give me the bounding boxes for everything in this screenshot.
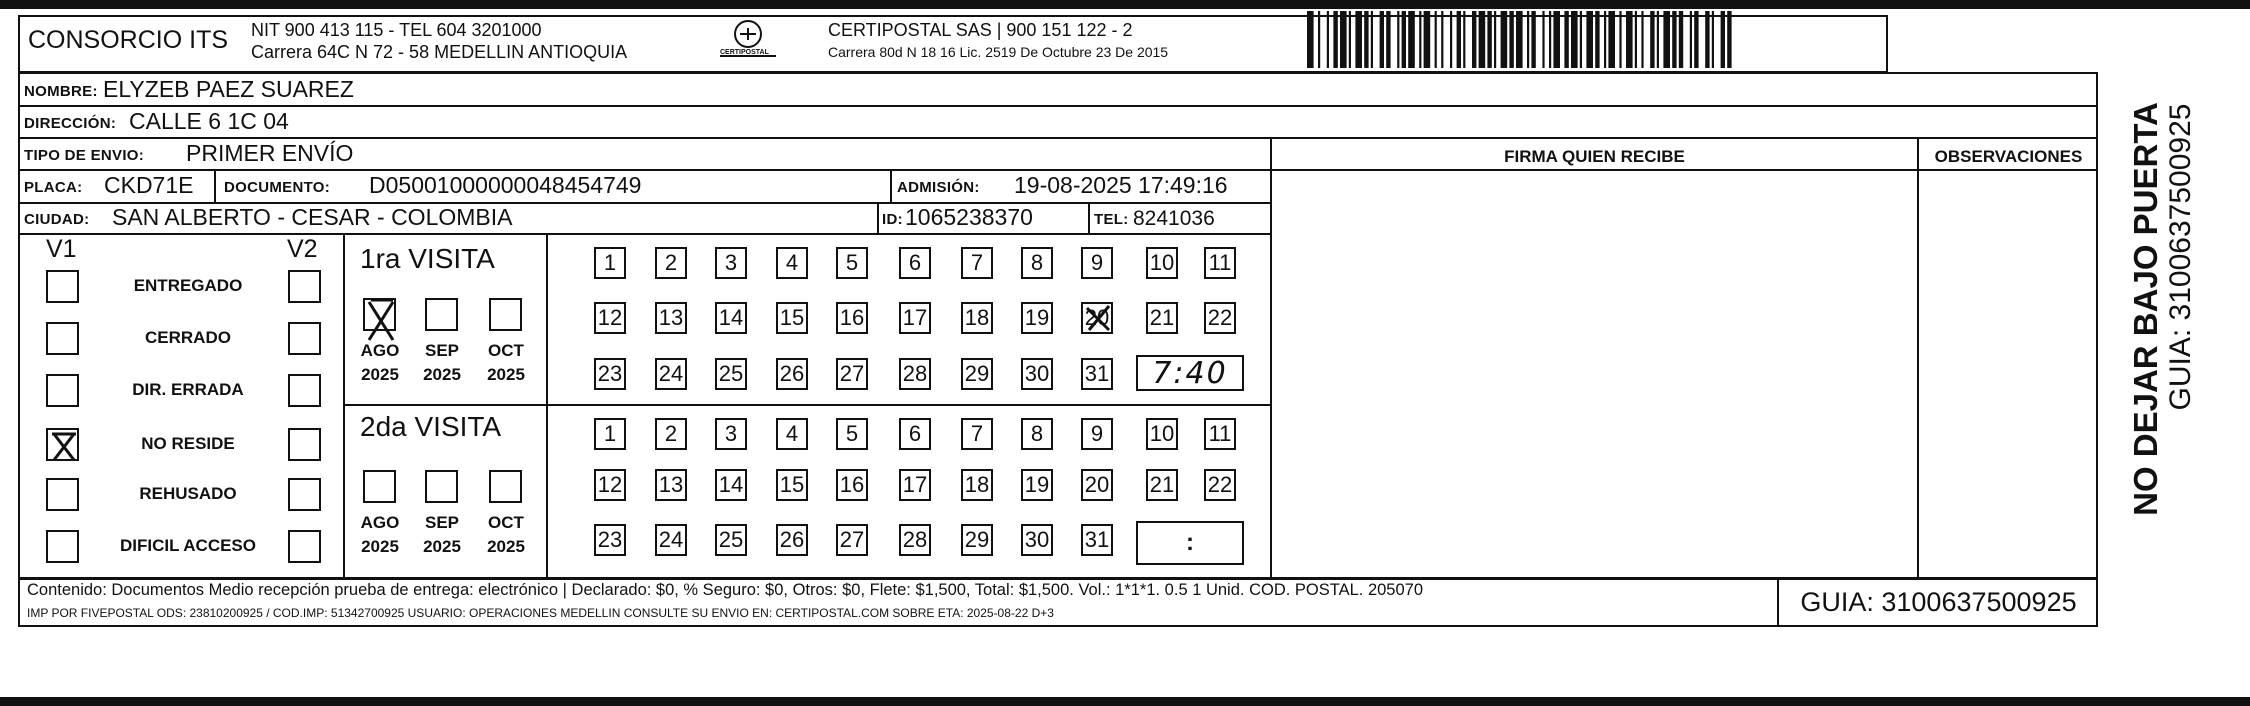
month-checkbox[interactable] [425, 298, 458, 331]
day-number: 4 [785, 250, 799, 275]
day-number: 30 [1024, 527, 1050, 552]
day-number: 12 [597, 305, 623, 330]
admision-label: ADMISIÓN: [897, 179, 980, 196]
observaciones-area[interactable] [1919, 171, 2098, 577]
day-checkbox[interactable] [715, 469, 747, 501]
day-checkbox[interactable] [776, 418, 808, 450]
x-mark-icon [1081, 302, 1113, 334]
courier-info-line1: CERTIPOSTAL SAS | 900 151 122 - 2 [828, 20, 1133, 40]
day-number: 23 [597, 527, 623, 552]
day-checkbox[interactable] [836, 302, 868, 334]
day-number: 6 [908, 250, 922, 275]
day-number: 29 [964, 527, 990, 552]
day-number: 31 [1084, 527, 1110, 552]
barcode-bar [1494, 11, 1496, 68]
day-checkbox[interactable] [715, 358, 747, 390]
day-number: 26 [779, 527, 805, 552]
day-number: 14 [718, 472, 744, 497]
day-checkbox[interactable] [1146, 418, 1178, 450]
day-number: 26 [779, 361, 805, 386]
day-checkbox[interactable] [776, 358, 808, 390]
month-checkbox[interactable] [425, 470, 458, 503]
day-checkbox[interactable] [1081, 524, 1113, 556]
barcode-bar [1531, 11, 1535, 68]
barcode-bar [1595, 11, 1599, 68]
v1-checkbox[interactable] [46, 478, 79, 511]
day-checkbox[interactable] [594, 469, 626, 501]
day-number: 1 [603, 421, 617, 446]
barcode-bar [1553, 11, 1560, 68]
day-number: 8 [1030, 250, 1044, 275]
row-line [18, 137, 2098, 139]
barcode-bar [1318, 11, 1320, 68]
barcode-bar [1457, 11, 1461, 68]
v2-checkbox[interactable] [288, 478, 321, 511]
day-checkbox[interactable] [1021, 418, 1053, 450]
barcode-bar [1580, 11, 1582, 68]
side-guia: GUIA: 3100637500925 [2164, 103, 2197, 411]
day-number: 2 [664, 250, 678, 275]
day-checkbox[interactable] [961, 418, 993, 450]
month-checkbox[interactable] [489, 298, 522, 331]
barcode-bar [1402, 11, 1406, 68]
day-number: 27 [839, 527, 865, 552]
barcode-bar [1408, 11, 1415, 68]
side-text [2106, 100, 2197, 550]
year-label: 2025 [423, 365, 461, 384]
observaciones-header: OBSERVACIONES [1934, 147, 2083, 166]
tel-label: TEL: [1094, 211, 1129, 228]
day-number: 21 [1149, 305, 1175, 330]
barcode-bar [1364, 11, 1368, 68]
barcode-bar [1472, 11, 1476, 68]
barcode-bar [1479, 11, 1486, 68]
barcode-bar [1564, 11, 1568, 68]
status-label: REHUSADO [139, 484, 237, 503]
barcode-bar [1371, 11, 1373, 68]
day-checkbox[interactable] [961, 247, 993, 279]
barcode-bar [1663, 11, 1670, 68]
x-mark-icon [365, 300, 398, 333]
v2-checkbox[interactable] [288, 270, 321, 303]
day-checkbox[interactable] [715, 524, 747, 556]
month-checkbox[interactable] [489, 470, 522, 503]
first-visit-time: 7:40 [1152, 355, 1228, 391]
v1-checkbox[interactable] [46, 530, 79, 563]
day-checkbox[interactable] [715, 247, 747, 279]
cell-divider [1088, 202, 1090, 234]
barcode-bar [1694, 11, 1698, 68]
row-line [343, 404, 1270, 406]
day-number: 21 [1149, 472, 1175, 497]
direccion-value: CALLE 6 1C 04 [129, 108, 289, 134]
imp-text: IMP POR FIVEPOSTAL ODS: 23810200925 / COD.IMP: 51342700925 USUARIO: OPERACIONES MEDELLIN CONSULTE SU ENVIO EN: CERTIPOSTAL.COM SOBRE ETA: 2025-08-22 D+3 [27, 606, 1054, 620]
barcode-bar [1487, 11, 1491, 68]
barcode-bar [1626, 11, 1633, 68]
day-checkbox[interactable] [1146, 247, 1178, 279]
first-visit-title: 1ra VISITA [360, 243, 495, 274]
day-number: 8 [1030, 421, 1044, 446]
top-border-bar [0, 0, 2250, 9]
second-visit-time-box[interactable] [1136, 521, 1244, 565]
barcode-bar [1327, 11, 1329, 68]
bottom-border-bar [0, 697, 2250, 706]
barcode-bar [1527, 11, 1529, 68]
second-visit-time: : [1186, 529, 1194, 556]
status-label: DIR. ERRADA [132, 380, 244, 399]
day-number: 7 [970, 250, 984, 275]
day-number: 18 [964, 305, 990, 330]
barcode-bar [1441, 11, 1443, 68]
day-number: 19 [1024, 305, 1050, 330]
barcode [1307, 11, 1902, 68]
day-number: 24 [658, 527, 684, 552]
day-checkbox[interactable] [715, 418, 747, 450]
barcode-bar [1619, 11, 1621, 68]
barcode-bar [1397, 11, 1399, 68]
v2-checkbox[interactable] [288, 374, 321, 407]
company-info-line1: NIT 900 413 115 - TEL 604 3201000 [251, 20, 542, 40]
placa-label: PLACA: [24, 179, 83, 196]
barcode-bar [1586, 11, 1593, 68]
day-number: 25 [718, 527, 744, 552]
v2-header: V2 [287, 235, 318, 263]
tipo-envio-value: PRIMER ENVÍO [186, 140, 354, 166]
day-checkbox[interactable] [1021, 247, 1053, 279]
day-number: 24 [658, 361, 684, 386]
month-checkbox[interactable] [363, 298, 396, 331]
barcode-bar [1419, 11, 1421, 68]
day-checkbox[interactable] [776, 302, 808, 334]
row-line [18, 233, 1270, 235]
day-number: 3 [724, 421, 738, 446]
company-info-line2: Carrera 64C N 72 - 58 MEDELLIN ANTIOQUIA [251, 42, 628, 62]
barcode-bar [1516, 11, 1523, 68]
day-number: 30 [1024, 361, 1050, 386]
barcode-bar [1672, 11, 1676, 68]
v2-checkbox[interactable] [288, 530, 321, 563]
day-number: 13 [658, 305, 684, 330]
day-checkbox[interactable] [776, 247, 808, 279]
day-number: 16 [839, 305, 865, 330]
direccion-label: DIRECCIÓN: [24, 115, 117, 132]
day-checkbox[interactable] [836, 418, 868, 450]
firma-header: FIRMA QUIEN RECIBE [1504, 147, 1685, 166]
day-checkbox[interactable] [1204, 302, 1236, 334]
day-checkbox[interactable] [961, 469, 993, 501]
day-number: 17 [902, 305, 928, 330]
contenido-text: Contenido: Documentos Medio recepción prueba de entrega: electrónico | Declarado: $0, % Seguro: $0, Otros: $0, Flete: $1,500, Total: $1,500. Vol.: 1*1*1. 0.5 1 Unid. COD. POSTAL. 205070 [27, 581, 1424, 599]
day-number: 9 [1090, 421, 1104, 446]
day-checkbox[interactable] [655, 302, 687, 334]
day-checkbox[interactable] [1204, 247, 1236, 279]
no-dejar-bajo-puerta: NO DEJAR BAJO PUERTA [2127, 102, 2164, 516]
day-checkbox[interactable] [655, 358, 687, 390]
day-number: 18 [964, 472, 990, 497]
barcode-bar [1380, 11, 1384, 68]
company-name: CONSORCIO ITS [28, 26, 229, 54]
month-label: OCT [488, 513, 524, 532]
day-checkbox[interactable] [836, 469, 868, 501]
day-checkbox[interactable] [594, 302, 626, 334]
day-number: 10 [1149, 250, 1175, 275]
day-number: 23 [597, 361, 623, 386]
day-number: 2 [664, 421, 678, 446]
day-checkbox[interactable] [961, 524, 993, 556]
barcode-bar [1727, 11, 1731, 68]
day-checkbox[interactable] [961, 358, 993, 390]
barcode-bar [1349, 11, 1351, 68]
day-checkbox[interactable] [836, 358, 868, 390]
barcode-bar [1549, 11, 1551, 68]
day-checkbox[interactable] [655, 247, 687, 279]
barcode-bar [1509, 11, 1513, 68]
barcode-bar [1435, 11, 1437, 68]
barcode-bar [1721, 11, 1725, 68]
day-checkbox[interactable] [1021, 302, 1053, 334]
day-checkbox[interactable] [836, 524, 868, 556]
year-label: 2025 [487, 537, 525, 556]
year-label: 2025 [487, 365, 525, 384]
day-checkbox[interactable] [1021, 469, 1053, 501]
barcode-bar [1641, 11, 1643, 68]
day-checkbox[interactable] [899, 358, 931, 390]
day-checkbox[interactable] [1081, 418, 1113, 450]
day-number: 6 [908, 421, 922, 446]
month-checkbox[interactable] [363, 470, 396, 503]
day-checkbox[interactable] [1081, 358, 1113, 390]
day-checkbox[interactable] [1081, 302, 1113, 334]
x-mark-icon [48, 430, 81, 463]
day-number: 19 [1024, 472, 1050, 497]
barcode-bar [1307, 11, 1314, 68]
tipo-envio-label: TIPO DE ENVIO: [24, 147, 145, 164]
cell-divider [877, 202, 879, 234]
status-label: DIFICIL ACCESO [119, 536, 256, 555]
barcode-bar [1333, 11, 1337, 68]
day-number: 28 [902, 361, 928, 386]
barcode-bar [1712, 11, 1714, 68]
barcode-bar [1679, 11, 1683, 68]
v2-checkbox[interactable] [288, 322, 321, 355]
barcode-bar [1650, 11, 1654, 68]
nombre-label: NOMBRE: [24, 83, 98, 100]
nombre-value: ELYZEB PAEZ SUAREZ [103, 76, 354, 102]
day-number: 4 [785, 421, 799, 446]
month-label: AGO [360, 341, 400, 360]
day-number: 29 [964, 361, 990, 386]
year-label: 2025 [361, 365, 399, 384]
day-checkbox[interactable] [899, 418, 931, 450]
day-checkbox[interactable] [1021, 358, 1053, 390]
day-number: 5 [845, 421, 859, 446]
day-checkbox[interactable] [899, 469, 931, 501]
day-checkbox[interactable] [1146, 469, 1178, 501]
barcode-bar [1386, 11, 1390, 68]
barcode-bar [1463, 11, 1465, 68]
v2-checkbox[interactable] [288, 428, 321, 461]
month-label: SEP [424, 341, 460, 360]
day-number: 17 [902, 472, 928, 497]
day-number: 25 [718, 361, 744, 386]
v1-checkbox[interactable] [46, 322, 79, 355]
first-visit-time-box[interactable] [1136, 355, 1244, 391]
day-checkbox[interactable] [1204, 418, 1236, 450]
day-number: 22 [1207, 305, 1233, 330]
day-checkbox[interactable] [1081, 247, 1113, 279]
day-checkbox[interactable] [899, 247, 931, 279]
status-label: ENTREGADO [133, 276, 243, 295]
barcode-bar [1635, 11, 1637, 68]
day-number: 20 [1084, 305, 1110, 330]
day-number: 16 [839, 472, 865, 497]
barcode-bar [1355, 11, 1362, 68]
day-number: 1 [603, 250, 617, 275]
barcode-bar [1571, 11, 1578, 68]
day-number: 5 [845, 250, 859, 275]
logo-text: CERTIPOSTAL [720, 49, 769, 56]
day-checkbox[interactable] [655, 418, 687, 450]
day-number: 10 [1149, 421, 1175, 446]
documento-value: D05001000000048454749 [369, 172, 642, 198]
day-checkbox[interactable] [594, 358, 626, 390]
barcode-bar [1450, 11, 1452, 68]
day-checkbox[interactable] [776, 524, 808, 556]
day-checkbox[interactable] [899, 302, 931, 334]
documento-label: DOCUMENTO: [224, 179, 331, 196]
year-label: 2025 [423, 537, 461, 556]
ciudad-value: SAN ALBERTO - CESAR - COLOMBIA [112, 204, 513, 230]
barcode-bar [1608, 11, 1615, 68]
day-checkbox[interactable] [961, 302, 993, 334]
second-visit-title: 2da VISITA [360, 411, 502, 442]
certipostal-logo [710, 18, 786, 68]
id-value: 1065238370 [905, 204, 1033, 230]
day-number: 13 [658, 472, 684, 497]
day-checkbox[interactable] [1146, 302, 1178, 334]
day-checkbox[interactable] [715, 302, 747, 334]
v1-checkbox[interactable] [46, 374, 79, 407]
day-checkbox[interactable] [836, 247, 868, 279]
row-line [18, 169, 1270, 171]
day-number: 9 [1090, 250, 1104, 275]
day-number: 14 [718, 305, 744, 330]
v1-header: V1 [46, 235, 77, 263]
day-number: 20 [1084, 472, 1110, 497]
day-checkbox[interactable] [594, 524, 626, 556]
day-number: 15 [779, 305, 805, 330]
barcode-bar [1340, 11, 1347, 68]
admision-value: 19-08-2025 17:49:16 [1014, 172, 1228, 198]
day-number: 27 [839, 361, 865, 386]
day-number: 28 [902, 527, 928, 552]
month-label: OCT [488, 341, 524, 360]
placa-value: CKD71E [104, 172, 194, 198]
status-label: CERRADO [145, 328, 231, 347]
day-number: 7 [970, 421, 984, 446]
day-checkbox[interactable] [655, 524, 687, 556]
barcode-bar [1542, 11, 1544, 68]
footer-guia: GUIA: 3100637500925 [1800, 587, 2077, 617]
barcode-bar [1657, 11, 1659, 68]
tel-value: 8241036 [1133, 207, 1215, 230]
barcode-bar [1424, 11, 1431, 68]
cell-divider [214, 169, 216, 203]
barcode-bar [1690, 11, 1692, 68]
day-checkbox[interactable] [1021, 524, 1053, 556]
day-checkbox[interactable] [1081, 469, 1113, 501]
barcode-bar [1705, 11, 1709, 68]
day-checkbox[interactable] [594, 247, 626, 279]
day-number: 3 [724, 250, 738, 275]
row-line [18, 105, 2098, 107]
day-number: 22 [1207, 472, 1233, 497]
status-label: NO RESIDE [141, 434, 235, 453]
ciudad-label: CIUDAD: [24, 211, 90, 228]
day-number: 15 [779, 472, 805, 497]
year-label: 2025 [361, 537, 399, 556]
day-checkbox[interactable] [776, 469, 808, 501]
month-label: SEP [424, 513, 460, 532]
day-number: 11 [1208, 421, 1232, 446]
day-checkbox[interactable] [594, 418, 626, 450]
id-label: ID: [882, 211, 903, 228]
day-checkbox[interactable] [1204, 469, 1236, 501]
courier-info-line2: Carrera 80d N 18 16 Lic. 2519 De Octubre 23 De 2015 [828, 44, 1169, 60]
cell-divider [890, 169, 892, 203]
logo-icon [710, 18, 786, 68]
month-label: AGO [360, 513, 400, 532]
barcode-bar [1604, 11, 1606, 68]
barcode-bar [1501, 11, 1508, 68]
day-checkbox[interactable] [655, 469, 687, 501]
day-number: 12 [597, 472, 623, 497]
v1-checkbox[interactable] [46, 270, 79, 303]
day-checkbox[interactable] [899, 524, 931, 556]
firma-area[interactable] [1272, 171, 1917, 577]
v1-checkbox[interactable] [46, 428, 79, 461]
day-number: 11 [1208, 250, 1232, 275]
day-number: 31 [1084, 361, 1110, 386]
